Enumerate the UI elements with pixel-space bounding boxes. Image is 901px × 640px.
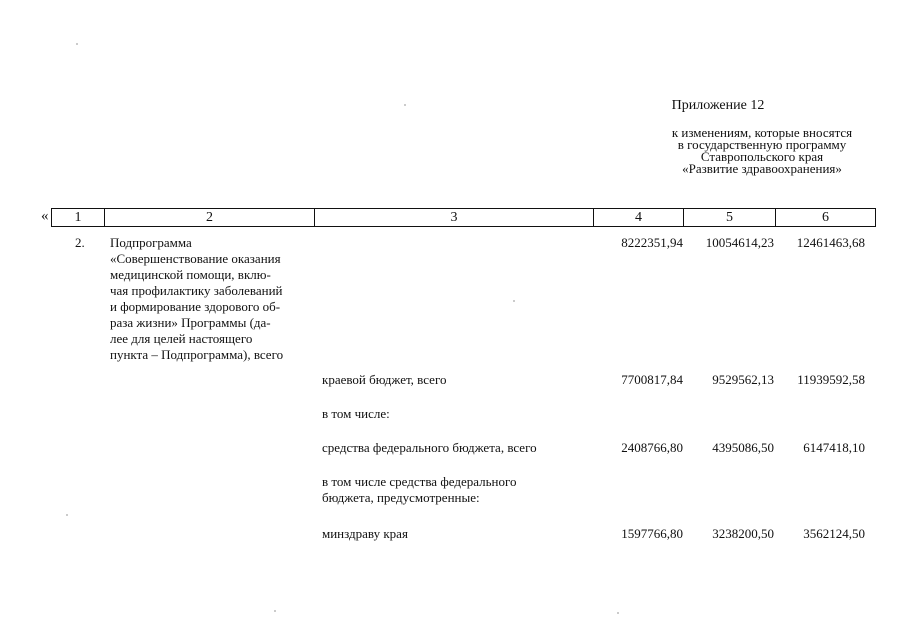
- health-ministry-col4: 1597766,80: [621, 526, 683, 541]
- row-number: 2.: [75, 235, 85, 250]
- description-line: медицинской помощи, вклю-: [110, 267, 271, 282]
- total-value-col4: 8222351,94: [621, 235, 683, 250]
- health-ministry-col5: 3238200,50: [712, 526, 774, 541]
- row-label-regional-budget: краевой бюджет, всего: [322, 372, 447, 387]
- description-line: и формирование здорового об-: [110, 299, 281, 314]
- scan-speck: [617, 612, 619, 614]
- row-label-federal-provided: [322, 474, 578, 506]
- label-line: в том числе средства федерального: [322, 474, 517, 489]
- subtitle-line: в государственную программу: [677, 137, 847, 152]
- row-label-federal-funds: средства федерального бюджета, всего: [322, 440, 537, 455]
- column-number-1: 1: [52, 209, 105, 227]
- total-value-col6: 12461463,68: [796, 235, 865, 250]
- row-label-including: в том числе:: [322, 406, 390, 421]
- description-line: пункта – Подпрограмма), всего: [110, 347, 284, 362]
- total-value-col5: 10054614,23: [705, 235, 774, 250]
- subtitle-line: Ставропольского края: [700, 149, 824, 164]
- opening-quote: «: [41, 208, 49, 224]
- regional-budget-col6: 11939592,58: [797, 372, 865, 387]
- description-line: Подпрограмма: [110, 235, 192, 250]
- scan-speck: [404, 104, 406, 106]
- regional-budget-col4: 7700817,84: [621, 372, 683, 387]
- appendix-subtitle: [596, 127, 901, 175]
- description-line: раза жизни» Программы (да-: [110, 315, 271, 330]
- regional-budget-col5: 9529562,13: [712, 372, 774, 387]
- row-label-health-ministry: минздраву края: [322, 526, 408, 541]
- column-number-3: 3: [315, 209, 594, 227]
- column-number-4: 4: [594, 209, 684, 227]
- federal-funds-col4: 2408766,80: [621, 440, 683, 455]
- description-line: чая профилактику заболеваний: [110, 283, 283, 298]
- scan-speck: [513, 300, 515, 302]
- scan-speck: [274, 610, 276, 612]
- column-number-2: 2: [105, 209, 315, 227]
- label-line: бюджета, предусмотренные:: [322, 490, 480, 505]
- column-number-row: [51, 208, 876, 227]
- health-ministry-col6: 3562124,50: [803, 526, 865, 541]
- description-line: лее для целей настоящего: [110, 331, 253, 346]
- federal-funds-col5: 4395086,50: [712, 440, 774, 455]
- column-number-5: 5: [684, 209, 776, 227]
- appendix-title: Приложение 12: [671, 98, 765, 113]
- subprogram-description: [110, 235, 309, 363]
- scan-speck: [76, 43, 78, 45]
- federal-funds-col6: 6147418,10: [803, 440, 865, 455]
- subtitle-line: «Развитие здравоохранения»: [682, 161, 842, 176]
- column-number-6: 6: [776, 209, 876, 227]
- scan-speck: [66, 514, 68, 516]
- subtitle-line: к изменениям, которые вносятся: [671, 125, 853, 140]
- description-line: «Совершенствование оказания: [110, 251, 281, 266]
